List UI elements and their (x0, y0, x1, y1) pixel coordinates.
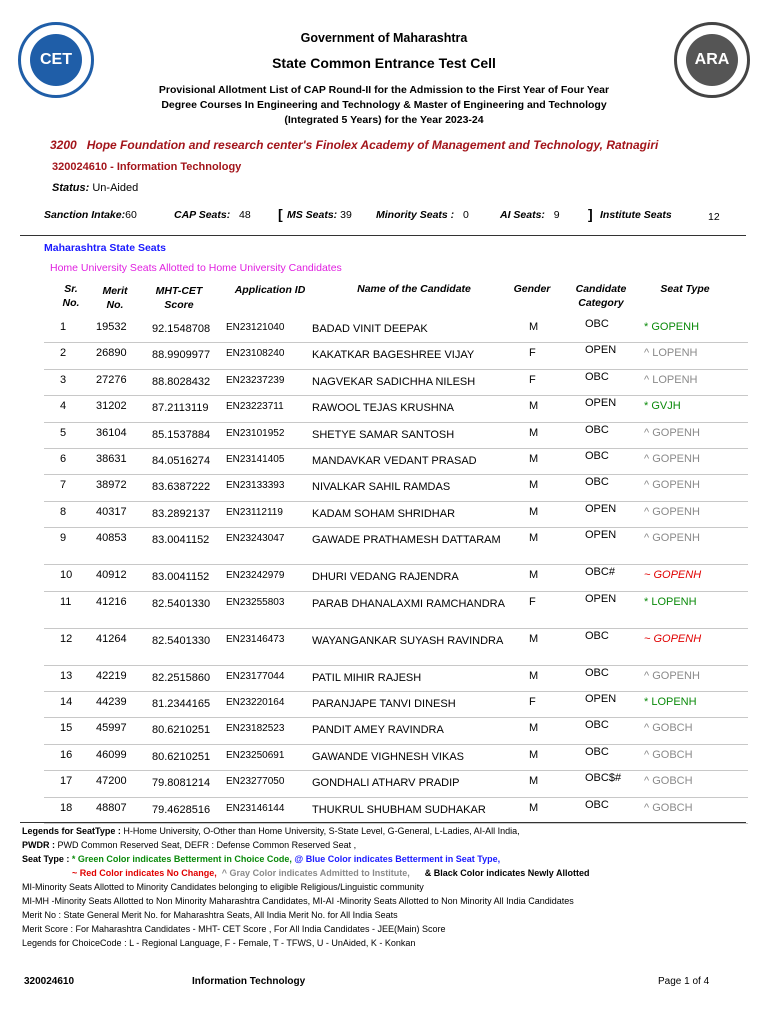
merit-no-cell: 38631 (96, 453, 127, 465)
score-cell: 83.0041152 (152, 571, 210, 584)
gender-cell: M (529, 400, 539, 413)
category-cell: OPEN (585, 397, 617, 410)
candidate-name-cell: WAYANGANKAR SUYASH RAVINDRA (312, 634, 504, 647)
table-row (44, 691, 748, 718)
merit-no-cell: 42219 (96, 669, 127, 682)
col-merit-no: Merit No. (102, 285, 128, 311)
sr-no-cell: 17 (60, 775, 73, 788)
document-description (0, 83, 768, 128)
candidate-name-cell: THUKRUL SHUBHAM SUDHAKAR (312, 803, 486, 816)
merit-no-cell: 40317 (96, 505, 127, 518)
category-cell: OBC$# (585, 772, 622, 785)
candidate-name-cell: PARAB DHANALAXMI RAMCHANDRA (312, 597, 505, 610)
application-id-cell: EN23101952 (226, 427, 285, 439)
score-cell: 82.5401330 (152, 634, 211, 647)
gender-cell: M (529, 321, 539, 333)
sr-no-cell: 16 (60, 748, 73, 761)
description-line: Degree Courses In Engineering and Technology & Master of Engineering and Technology (161, 99, 607, 111)
application-id-cell: EN23146473 (226, 633, 285, 645)
gender-cell: M (529, 748, 539, 761)
sr-no-cell: 12 (60, 632, 73, 645)
application-id-cell: EN23121040 (226, 322, 285, 333)
category-cell: OBC (585, 318, 609, 330)
application-id-cell: EN23223711 (226, 401, 284, 413)
seat-type-cell: ^ GOBCH (644, 775, 693, 788)
seat-type-cell: ^ LOPENH (644, 373, 698, 386)
sr-no-cell: 4 (60, 400, 67, 413)
score-cell: 84.0516274 (152, 455, 211, 467)
merit-no-cell: 36104 (96, 426, 127, 439)
seat-type-cell: * LOPENH (644, 595, 697, 608)
gender-cell: M (529, 722, 539, 735)
candidate-name-cell: KADAM SOHAM SHRIDHAR (312, 507, 456, 520)
section-subtitle: Home University Seats Allotted to Home University Candidates (50, 262, 342, 274)
col-score: MHT-CET Score (155, 285, 203, 311)
institute-seats-value: 12 (708, 211, 720, 223)
candidate-name-cell: DHURI VEDANG RAJENDRA (312, 571, 459, 584)
legend-seat-type: Legends for SeatType : H-Home University, O-Other than Home University, S-State Level, G-General, L-Ladies, AI-All India, (22, 826, 520, 836)
cet-logo-text: CET (30, 34, 82, 86)
table-row (44, 717, 748, 744)
merit-no-cell: 19532 (96, 321, 127, 333)
candidate-name-cell: BADAD VINIT DEEPAK (312, 323, 428, 335)
seat-type-cell: * GVJH (644, 400, 681, 413)
seat-type-cell: ^ LOPENH (644, 347, 698, 360)
category-cell: OPEN (585, 592, 617, 605)
gender-cell: F (529, 696, 536, 708)
category-cell: OBC (585, 745, 609, 758)
category-cell: OPEN (585, 344, 617, 357)
table-row (44, 316, 748, 343)
seat-type-cell: ^ GOPENH (644, 479, 700, 492)
category-cell: OPEN (585, 693, 617, 705)
divider (20, 235, 746, 236)
gender-cell: M (529, 669, 539, 682)
sr-no-cell: 7 (60, 479, 67, 492)
category-cell: OPEN (585, 529, 617, 542)
seat-type-cell: ^ GOBCH (644, 748, 693, 761)
sanction-intake: Sanction Intake:60 (44, 209, 137, 221)
cap-seats: CAP Seats: 48 (174, 209, 251, 221)
score-cell: 87.2113119 (152, 402, 209, 415)
sr-no-cell: 14 (60, 696, 73, 708)
cell-title: State Common Entrance Test Cell (272, 55, 496, 71)
page-number: Page 1 of 4 (658, 976, 710, 987)
score-cell: 82.5401330 (152, 597, 211, 610)
application-id-cell: EN23220164 (226, 697, 285, 708)
institute-code: 3200 (50, 138, 77, 152)
gender-cell: M (529, 426, 539, 439)
category-cell: OBC (585, 629, 609, 642)
gender-cell: F (529, 347, 536, 360)
merit-no-cell: 31202 (96, 400, 127, 413)
sr-no-cell: 18 (60, 801, 73, 814)
table-row (44, 527, 748, 565)
institute-status (52, 182, 138, 194)
gender-cell: F (529, 595, 536, 608)
table-row (44, 395, 748, 422)
candidate-name-cell: NAGVEKAR SADICHHA NILESH (312, 375, 476, 388)
gender-cell: M (529, 569, 539, 582)
seat-type-cell: * GOPENH (644, 321, 700, 333)
merit-no-cell: 38972 (96, 479, 127, 492)
col-candidate-name: Name of the Candidate (357, 283, 471, 295)
application-id-cell: EN23277050 (226, 776, 285, 788)
bracket-open: [ (278, 206, 283, 222)
section-title: Maharashtra State Seats (44, 242, 166, 254)
category-cell: OBC (585, 370, 609, 383)
government-title: Government of Maharashtra (300, 31, 468, 45)
sr-no-cell: 1 (60, 321, 67, 333)
ara-logo-text: ARA (686, 34, 738, 86)
table-row (44, 422, 748, 449)
col-seat-type: Seat Type (660, 283, 710, 295)
table-row (44, 564, 748, 591)
gender-cell: M (529, 532, 539, 545)
sr-no-cell: 13 (60, 669, 73, 682)
score-cell: 83.6387222 (152, 481, 211, 494)
score-cell: 85.1537884 (152, 428, 211, 441)
divider (20, 822, 746, 823)
seat-type-cell: ^ GOPENH (644, 505, 700, 518)
application-id-cell: EN23250691 (226, 749, 285, 761)
col-sr-no: Sr. No. (62, 283, 80, 309)
institute-name: Hope Foundation and research center's Finolex Academy of Management and Technology, Ratnagiri (86, 138, 659, 152)
table-row (44, 369, 748, 396)
candidate-name-cell: SHETYE SAMAR SANTOSH (312, 428, 455, 441)
sr-no-cell: 10 (60, 569, 73, 582)
application-id-cell: EN23243047 (226, 533, 285, 545)
legend-choice-code: Legends for ChoiceCode : L - Regional Language, F - Female, T - TFWS, U - UnAided, K - Konkan (22, 938, 416, 948)
sr-no-cell: 5 (60, 426, 67, 439)
candidate-name-cell: NIVALKAR SAHIL RAMDAS (312, 481, 451, 494)
seat-type-cell: * LOPENH (644, 696, 697, 708)
score-cell: 92.1548708 (152, 323, 211, 335)
score-cell: 82.2515860 (152, 671, 211, 684)
footer-branch: Information Technology (192, 976, 306, 987)
gender-cell: F (529, 373, 536, 386)
seat-type-cell: ^ GOBCH (644, 722, 693, 735)
score-cell: 79.4628516 (152, 803, 211, 816)
sr-no-cell: 6 (60, 453, 67, 465)
category-cell: OBC (585, 423, 609, 436)
score-cell: 81.2344165 (152, 698, 211, 710)
merit-no-cell: 27276 (96, 373, 127, 386)
seat-type-cell: ^ GOBCH (644, 801, 693, 814)
category-cell: OBC (585, 476, 609, 489)
merit-no-cell: 48807 (96, 801, 127, 814)
application-id-cell: EN23255803 (226, 596, 285, 608)
seat-type-cell: ^ GOPENH (644, 532, 700, 545)
category-cell: OBC (585, 798, 609, 811)
score-cell: 83.0041152 (152, 534, 210, 547)
seat-type-cell: ^ GOPENH (644, 453, 700, 465)
table-row (44, 448, 748, 475)
sr-no-cell: 2 (60, 347, 67, 360)
legend (22, 824, 752, 950)
candidate-name-cell: GAWADE PRATHAMESH DATTARAM (312, 534, 501, 547)
merit-no-cell: 40853 (96, 532, 127, 545)
score-cell: 88.9909977 (152, 349, 211, 362)
col-gender: Gender (513, 283, 551, 295)
status-value: Un-Aided (92, 182, 139, 194)
merit-no-cell: 26890 (96, 347, 127, 360)
col-category: Candidate Category (575, 283, 627, 309)
table-row (44, 744, 748, 771)
merit-no-cell: 44239 (96, 696, 127, 708)
ms-seats: MS Seats: 39 (287, 209, 352, 221)
category-cell: OPEN (585, 502, 617, 515)
legend-merit-no: Merit No : State General Merit No. for Maharashtra Seats, All India Merit No. for All India Seats (22, 910, 398, 920)
application-id-cell: EN23182523 (226, 723, 285, 735)
footer-code: 320024610 (24, 976, 75, 987)
merit-no-cell: 46099 (96, 748, 127, 761)
sr-no-cell: 15 (60, 722, 73, 735)
candidate-name-cell: GONDHALI ATHARV PRADIP (312, 777, 460, 790)
bracket-close: ] (588, 206, 593, 222)
score-cell: 79.8081214 (152, 777, 211, 790)
application-id-cell: EN23242979 (226, 570, 285, 582)
table-row (44, 474, 748, 501)
merit-no-cell: 41216 (96, 595, 127, 608)
legend-pwdr: PWDR : PWD Common Reserved Seat, DEFR : Defense Common Reserved Seat , (22, 840, 357, 850)
col-application-id: Application ID (234, 284, 306, 296)
merit-no-cell: 45997 (96, 722, 127, 735)
ai-seats: AI Seats: 9 (500, 209, 560, 221)
seat-type-cell: ^ GOPENH (644, 669, 700, 682)
table-row (44, 797, 748, 824)
legend-colors: Seat Type : * Green Color indicates Betterment in Choice Code, @ Blue Color indicates Betterment in Seat Type, (22, 854, 501, 864)
seat-type-cell: ~ GOPENH (644, 632, 702, 645)
application-id-cell: EN23112119 (226, 506, 283, 518)
gender-cell: M (529, 632, 539, 645)
candidate-name-cell: RAWOOL TEJAS KRUSHNA (312, 402, 455, 415)
description-line: Provisional Allotment List of CAP Round-II for the Admission to the First Year of Four Year (158, 84, 610, 96)
category-cell: OBC (585, 450, 609, 462)
candidate-name-cell: KAKATKAR BAGESHREE VIJAY (312, 349, 475, 362)
application-id-cell: EN23237239 (226, 374, 285, 386)
gender-cell: M (529, 801, 539, 814)
institute-heading (50, 138, 658, 152)
sr-no-cell: 9 (60, 532, 67, 545)
table-row (44, 591, 748, 629)
score-cell: 80.6210251 (152, 750, 211, 763)
institute-seats: Institute Seats (600, 209, 672, 221)
application-id-cell: EN23133393 (226, 480, 285, 492)
table-row (44, 665, 748, 692)
status-label: Status: (52, 182, 90, 194)
merit-no-cell: 40912 (96, 569, 127, 582)
legend-colors-2: ~ Red Color indicates No Change, ^ Gray Color indicates Admitted to Institute, & Black Color indicates Newly Allotted (72, 868, 590, 878)
application-id-cell: EN23146144 (226, 802, 285, 814)
application-id-cell: EN23177044 (226, 670, 285, 682)
seat-type-cell: ^ GOPENH (644, 426, 700, 439)
legend-mi: MI-Minority Seats Allotted to Minority Candidates belonging to eligible Religious/Linguistic community (22, 882, 424, 892)
table-row (44, 628, 748, 666)
merit-no-cell: 47200 (96, 775, 127, 788)
legend-mi-mh: MI-MH -Minority Seats Allotted to Non Minority Maharashtra Candidates, MI-AI -Minority Seats Allotted to Non Minority All India Candidates (22, 896, 574, 906)
branch-title: 320024610 - Information Technology (52, 161, 242, 173)
gender-cell: M (529, 479, 539, 492)
application-id-cell: EN23108240 (226, 348, 285, 360)
sr-no-cell: 11 (60, 595, 72, 608)
minority-seats: Minority Seats : 0 (376, 209, 469, 221)
sr-no-cell: 3 (60, 373, 67, 386)
sr-no-cell: 8 (60, 505, 67, 518)
gender-cell: M (529, 453, 539, 465)
category-cell: OBC (585, 719, 609, 732)
table-row (44, 770, 748, 797)
application-id-cell: EN23141405 (226, 454, 285, 465)
candidate-name-cell: PATIL MIHIR RAJESH (312, 671, 422, 684)
candidate-name-cell: GAWANDE VIGHNESH VIKAS (312, 750, 464, 763)
merit-no-cell: 41264 (96, 632, 127, 645)
gender-cell: M (529, 775, 539, 788)
table-row (44, 342, 748, 369)
score-cell: 83.2892137 (152, 507, 211, 520)
score-cell: 80.6210251 (152, 724, 211, 737)
score-cell: 88.8028432 (152, 375, 211, 388)
category-cell: OBC# (585, 566, 615, 579)
seat-type-cell: ~ GOPENH (644, 569, 702, 582)
candidate-name-cell: PANDIT AMEY RAVINDRA (312, 724, 444, 737)
legend-merit-score: Merit Score : For Maharashtra Candidates - MHT- CET Score , For All India Candidates - JEE(Main) Score (22, 924, 446, 934)
description-line: (Integrated 5 Years) for the Year 2023-24 (284, 114, 484, 126)
gender-cell: M (529, 505, 539, 518)
category-cell: OBC (585, 666, 609, 679)
candidate-name-cell: MANDAVKAR VEDANT PRASAD (312, 455, 477, 467)
table-row (44, 501, 748, 528)
candidate-name-cell: PARANJAPE TANVI DINESH (312, 698, 456, 710)
